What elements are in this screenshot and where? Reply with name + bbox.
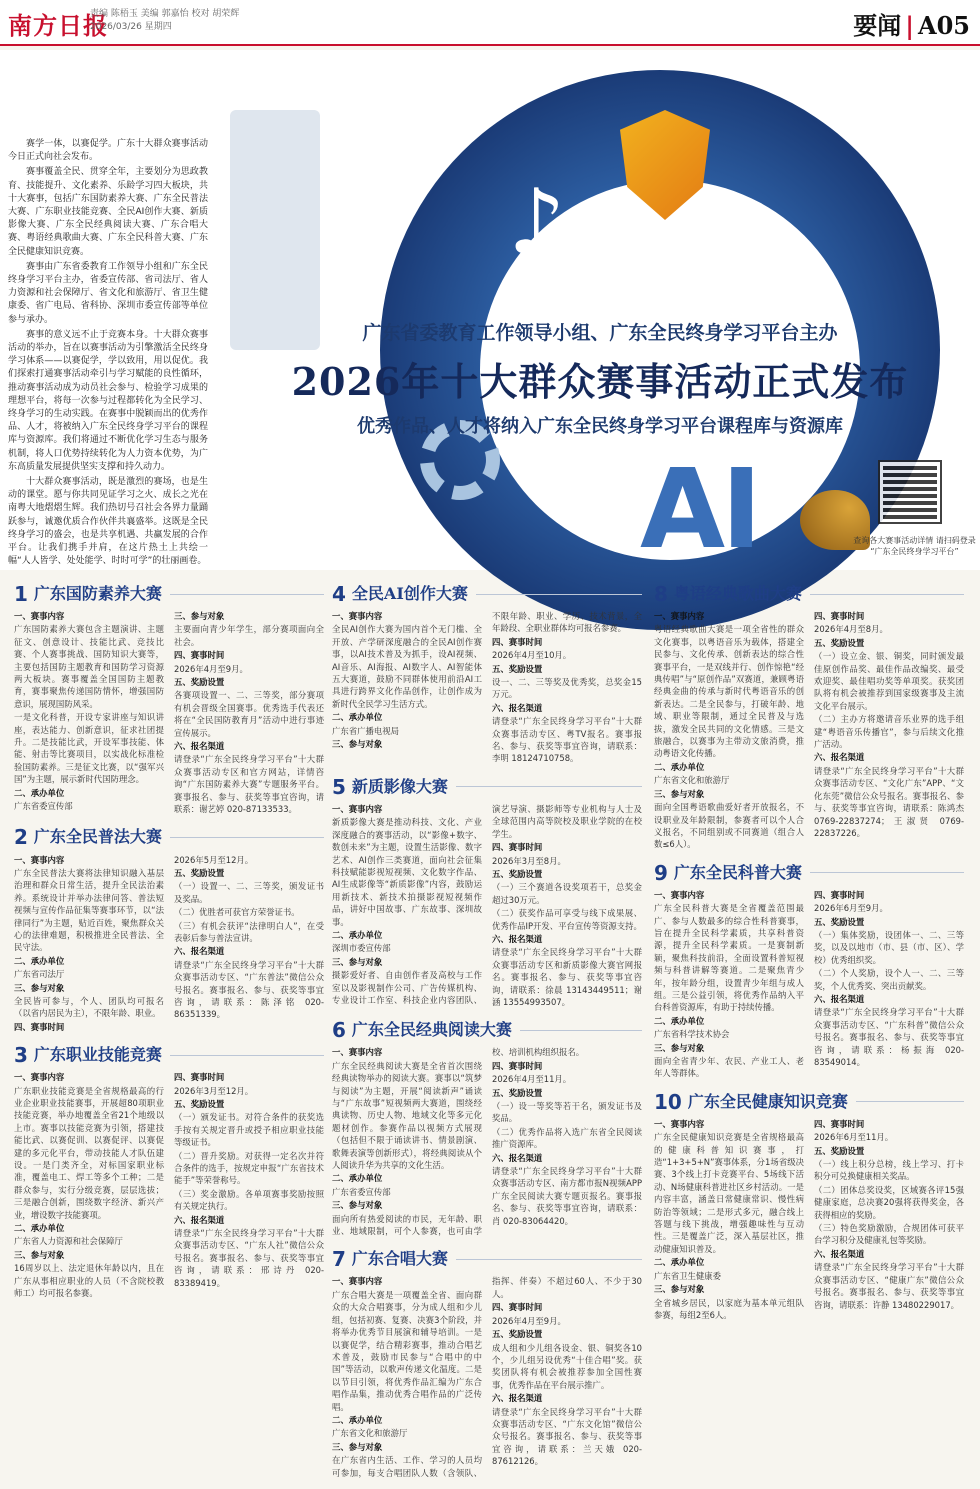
event-paragraph: （一）线上积分总榜，线上学习、打卡积分可兑换健康相关奖品。 (814, 1159, 964, 1182)
event-paragraph: 四、赛事时间 (492, 636, 543, 647)
intro-paragraph: 赛事由广东省委教育工作领导小组和广东全民终身学习平台主办，省委宣传部、省司法厅、省人力资源和社会保障厅、省文化和旅游厅、省卫生健康委、省广电局、省科协、深圳市委宣传部等单位参与承办。 (8, 261, 208, 325)
event-number: 9 (654, 860, 668, 885)
section-name: 要闻 (853, 11, 902, 40)
event-paragraph: （三）奖金激励。各单项赛事奖励按照有关规定执行。 (174, 1188, 324, 1212)
column-right (654, 582, 964, 1331)
title-rule (170, 837, 324, 838)
event-body (332, 610, 642, 765)
column-middle (332, 582, 642, 1489)
headline: 2026年十大群众赛事活动正式发布 (291, 359, 909, 404)
event-paragraph: 三、参与对象 (654, 788, 705, 799)
event-paragraph: 2026年4月至10月。 (492, 650, 572, 661)
event-paragraph: 三、参与对象 (654, 1042, 705, 1053)
event-paragraph: 三、参与对象 (174, 611, 225, 621)
event-title-text: 广东全民健康知识竞赛 (687, 1091, 848, 1111)
event-section-10 (654, 1090, 964, 1322)
event-paragraph: 广东全民普法大赛将法律知识融入基层治理和群众日常生活，提升全民法治素养。系统设计并举办法律问答、普法短视频与宣传作品征集等赛事环节，以“法律同行”为主题，贴近百姓，聚焦群众关心的法律难题，积极推进全民普法、全民守法。 (14, 867, 164, 953)
event-section-6 (332, 1018, 642, 1237)
event-section-8 (654, 582, 964, 851)
event-number: 6 (332, 1018, 346, 1043)
event-paragraph: 六、报名渠道 (814, 1248, 865, 1259)
event-paragraph: 广东职业技能竞赛是全省规格最高的行业企业职业技能赛事，开展超80项职业技能竞赛，举办地覆盖全省21个地级以上市。赛事以技能竞赛为引领，搭建技能比武、以赛促训、以赛促评、以赛促建的多元化平台，带动技能人才队伍建设。一是门类齐全，对标国家职业标准，覆盖电工、焊工等多个工种；二是群众参与，实行分级竞赛，层层选拔；三是融合创新，围绕数字经济、新兴产业，增设数字技能赛项。 (14, 1085, 164, 1220)
ai-graphic-text: AI (640, 445, 759, 573)
event-paragraph: 广东省卫生健康委 (654, 1270, 721, 1281)
event-paragraph: （三）有机会获评“法律明白人”，在受表彰后参与普法宣讲。 (174, 920, 324, 943)
event-paragraph: 一、赛事内容 (14, 1072, 65, 1083)
event-section-7 (332, 1247, 642, 1479)
event-paragraph: 四、赛事时间 (492, 842, 543, 853)
event-paragraph: 一、赛事内容 (14, 854, 65, 865)
event-paragraph: 广东国防素养大赛包含主题演讲、主题征文、创意设计、技能比武、竞技比赛、个人赛事挑战、国防知识大赛等，主要包括国防主题教育和国防学习资源两大板块。赛事覆盖全国国防主题教育，赛事聚焦传递国防情怀，增强国防意识，展现国防风采。 (14, 624, 164, 709)
intro-paragraph: 十大群众赛事活动，既是激烈的赛场，也是生动的课堂。愿与你共同见证学习之火、成长之光在南粤大地熠熠生辉。我们热切号召社会各界力量踊跃参与，诚邀优质合作伙伴共襄盛举。这既是全民终身学习的盛会，也是共享机遇、共赢发展的合作平台。让我们携手并肩，在这片热土上共绘一幅“人人皆学、处处能学、时时可学”的壮丽画卷。 (8, 477, 208, 567)
event-title (14, 582, 324, 606)
event-paragraph: 2026年4月至8月。 (814, 624, 888, 635)
event-paragraph: 六、报名渠道 (814, 993, 865, 1004)
event-paragraph: 六、报名渠道 (174, 741, 225, 752)
event-number: 10 (654, 1089, 682, 1114)
event-paragraph: 六、报名渠道 (174, 1214, 225, 1225)
event-body (332, 803, 642, 1009)
event-paragraph: 广东省文化和旅游厅 (332, 1428, 408, 1439)
event-title (332, 582, 642, 606)
event-paragraph: 二、承办单位 (14, 787, 65, 798)
event-paragraph: 五、奖励设置 (814, 637, 865, 648)
event-paragraph: 面向全省青少年、农民、产业工人、老年人等群体。 (654, 1056, 804, 1079)
event-title (14, 826, 324, 850)
event-paragraph: 五、奖励设置 (492, 1329, 543, 1340)
event-paragraph: 五、奖励设置 (492, 663, 543, 674)
event-paragraph: 请登录“广东全民终身学习平台”十大群众赛事活动专区和新质影像大赛官网报名。赛事报名、参与、获奖等事宜咨询，请联系：徐晨 13143449511；谢涵 13554993507。 (492, 947, 642, 1007)
event-paragraph: 五、奖励设置 (174, 677, 225, 688)
event-paragraph: 16周岁以上、法定退休年龄以内，且在广东从事相应职业的人员（不含院校教师工）均可报名参赛。 (14, 1263, 164, 1299)
event-paragraph: （二）个人奖励，设个人一、二、三等奖，个人优秀奖、突出贡献奖。 (814, 968, 964, 991)
event-title (654, 861, 964, 885)
event-title-text: 广东全民普法大赛 (33, 827, 162, 847)
music-note-icon: ♪ (508, 170, 566, 275)
hero-titles (220, 318, 980, 438)
event-paragraph: 请登录“广东全民终身学习平台”十大群众赛事活动专区、“广东人社”微信公众号报名。赛事报名、参与、获奖等事宜咨询，请联系：邢诗丹 020-83389419。 (174, 1228, 324, 1288)
event-paragraph: 一、赛事内容 (332, 1047, 383, 1058)
event-paragraph: 2026年6月至9月。 (814, 903, 888, 914)
subhead: 优秀作品、人才将纳入广东全民终身学习平台课程库与资源库 (357, 416, 843, 437)
event-paragraph: 六、报名渠道 (174, 946, 225, 957)
event-section-5 (332, 775, 642, 1009)
event-title-text: 粤语经典歌曲大赛 (673, 583, 802, 603)
event-body (654, 1118, 964, 1322)
kicker: 广东省委教育工作领导小组、广东全民终身学习平台主办 (362, 322, 838, 344)
event-paragraph: 全民AI创作大赛为国内首个无门槛、全开放、产学研深度融合的全民AI创作赛事，以AI技术普及为抓手，设AI视频、AI音乐、AI海报、AI数字人、AI智能体五大赛道，鼓励不同群体使用前沿AI工具进行跨界文化作品创作，让创作成为新时代全民学习生活方式。 (332, 624, 482, 709)
event-paragraph: 五、奖励设置 (492, 868, 543, 879)
event-paragraph: 四、赛事时间 (492, 1060, 543, 1071)
event-paragraph: 二、承办单位 (14, 1223, 65, 1234)
event-paragraph: （二）获奖作品可享受与线下成果展、优秀作品IP开发、平台宣传等资源支持。 (492, 908, 642, 931)
title-rule (456, 1259, 642, 1260)
event-paragraph: 三、参与对象 (332, 739, 383, 750)
event-paragraph: 面向全国粤语歌曲爱好者开放报名，不设职业及年龄限制，参赛者可以个人合义报名，不同组别或不同赛道（组合人数≤6人）。 (654, 802, 804, 850)
event-paragraph: （二）优胜者可获官方荣誉证书。 (174, 907, 300, 918)
event-paragraph: 广东省司法厅 (14, 969, 65, 980)
event-paragraph: 全省城乡居民，以家庭为基本单元组队参赛，每组2至6人。 (654, 1297, 804, 1320)
event-section-4 (332, 582, 642, 765)
qr-code-icon[interactable] (880, 462, 940, 522)
event-paragraph: 深圳市委宣传部 (332, 943, 391, 954)
newspaper-logo: 南方日报 (8, 11, 108, 40)
event-paragraph: 五、奖励设置 (814, 1145, 865, 1156)
event-paragraph: 三、参与对象 (14, 1249, 65, 1260)
event-title (332, 1018, 642, 1042)
editor-line: 责编 陈梧玉 美编 郭嘉怡 校对 胡荣辉 (90, 9, 240, 19)
event-title-text: 广东职业技能竞赛 (33, 1044, 162, 1064)
event-paragraph: 2026年4月至9月。 (492, 1315, 566, 1326)
event-paragraph: 广东省文化和旅游厅 (654, 775, 730, 786)
event-paragraph: 六、报名渠道 (492, 702, 543, 713)
event-body (654, 889, 964, 1080)
event-paragraph: （二）优秀作品将入选广东省全民阅读推广资源库。 (492, 1126, 642, 1150)
event-paragraph: 广东合唱大赛是一项覆盖全省、面向群众的大众合唱赛事，分为成人组和少儿组，包括初赛、复赛、决赛3个阶段，并将举办优秀节目展演和辅导培训。一是以赛促学，结合精彩赛事，推动合唱艺术普及，鼓励市民参与“合唱中的中国”等活动，以歌声传递文化温度。二是以节目引领，将优秀作品汇编为广东合唱作品集，推动优秀合唱作品的广泛传唱。 (332, 1289, 482, 1412)
event-paragraph: 在广东省内生活、工作、学习的人员均可参加，每支合唱团队人数（含领队、指挥、伴奏）不超过60人、不少于30人。 (332, 1276, 642, 1478)
event-paragraph: 六、报名渠道 (492, 933, 543, 944)
event-paragraph: 请登录“广东全民终身学习平台”十大群众赛事活动专区、南方都市报N视频APP广东全民阅读大赛专题页报名。赛事报名、参与、获奖等事宜咨询，请联系：肖 020-83064420。 (492, 1166, 642, 1226)
event-paragraph: 五、奖励设置 (814, 916, 865, 927)
event-paragraph: 四、赛事时间 (814, 1118, 865, 1129)
event-title-text: 广东全民经典阅读大赛 (351, 1020, 512, 1040)
event-paragraph: 二、承办单位 (654, 1015, 705, 1026)
masthead (0, 0, 980, 46)
event-paragraph: 不限年龄、职业、学历、技术背景，全年龄段、全职业群体均可报名参赛。 (492, 611, 642, 634)
event-section-3 (14, 1043, 324, 1299)
event-paragraph: 五、奖励设置 (492, 1087, 543, 1098)
event-paragraph: （一）设置一、二、三等奖，颁发证书及奖品。 (174, 881, 324, 904)
event-paragraph: 面向所有热爱阅读的市民，无年龄、职业、地域限制，可个人参赛，也可由学校、培训机构组织报名。 (332, 1047, 585, 1237)
event-number: 4 (332, 581, 346, 606)
qr-caption: 查询各大赛事活动详情 请扫码登录 “广东全民终身学习平台” (853, 536, 976, 556)
event-body (14, 854, 324, 1034)
title-rule (476, 594, 642, 595)
event-paragraph: 四、赛事时间 (14, 1021, 65, 1032)
event-number: 1 (14, 581, 28, 606)
event-section-9 (654, 861, 964, 1080)
event-paragraph: 二、承办单位 (332, 712, 383, 723)
event-paragraph: 请登录“广东全民终身学习平台”十大群众赛事活动专区、“健康广东”微信公众号报名。赛事报名、参与、获奖等事宜咨询，请联系：许静 13480229017。 (814, 1262, 964, 1310)
title-rule (170, 1055, 324, 1056)
event-title (654, 1090, 964, 1114)
event-paragraph: （一）三个赛道各设奖项若干，总奖金超过30万元。 (492, 882, 642, 905)
event-paragraph: 广东省委宣传部 (14, 801, 73, 812)
event-paragraph: 请登录“广东全民终身学习平台”十大群众赛事活动专区、粤TV报名。赛事报名、参与、获奖等事宜咨询，请联系：李明 18124710758。 (492, 716, 642, 764)
event-paragraph: 2026年3月至8月。 (492, 855, 566, 866)
title-rule (520, 1030, 642, 1031)
event-paragraph: 四、赛事时间 (814, 611, 865, 621)
event-title (14, 1043, 324, 1067)
event-paragraph: 二、承办单位 (332, 1414, 383, 1425)
title-rule (810, 594, 964, 595)
event-body (14, 610, 324, 816)
event-paragraph: 三、参与对象 (654, 1284, 705, 1295)
page-number: A05 (917, 11, 970, 40)
event-paragraph: 二、承办单位 (654, 1257, 705, 1268)
event-paragraph: 四、赛事时间 (174, 1072, 225, 1083)
event-paragraph: 设一、二、三等奖及优秀奖，总奖金15万元。 (492, 677, 642, 700)
event-paragraph: 一、赛事内容 (654, 611, 705, 621)
event-paragraph: 2026年5月至12月。 (174, 854, 254, 865)
date-line: 2026/03/26 星期四 (90, 22, 172, 32)
event-paragraph: （一）设一等奖等若干名，颁发证书及奖品。 (492, 1101, 642, 1124)
event-paragraph: 二、承办单位 (14, 955, 65, 966)
event-title-text: 广东合唱大赛 (351, 1249, 448, 1269)
event-paragraph: 主要面向青少年学生，部分赛项面向全社会。 (174, 624, 324, 647)
event-paragraph: 一、赛事内容 (654, 1118, 705, 1129)
event-paragraph: （二）主办方将邀请音乐业界的选手组建“粤语音乐传播官”，参与后续文化推广活动。 (814, 714, 964, 750)
event-paragraph: 2026年4月至9月。 (174, 663, 248, 674)
event-number: 3 (14, 1042, 28, 1067)
title-rule (170, 594, 324, 595)
event-body (332, 1046, 642, 1237)
event-paragraph: 请登录“广东全民终身学习平台”十大群众赛事活动专区、“广东普法”微信公众号报名。赛事报名、参与、获奖等事宜咨询，请联系：陈泽铭 020-86351339。 (174, 959, 324, 1020)
title-rule (456, 786, 642, 787)
event-paragraph: 二、承办单位 (654, 761, 705, 772)
event-paragraph: 二、承办单位 (332, 929, 383, 940)
event-paragraph: 2026年3月至12月。 (174, 1085, 254, 1096)
event-paragraph: （一）集体奖励，设团体一、二、三等奖，以及以地市（市、县（市、区）、学校）优秀组织奖。 (814, 929, 964, 965)
event-body (654, 610, 964, 851)
event-paragraph: 一、赛事内容 (332, 611, 383, 621)
intro-paragraph: 赛事覆盖全民、贯穿全年，主要划分为思政教育、技能提升、文化素养、乐龄学习四大板块，共十大赛事，包括广东国防素养大赛、广东全民普法大赛、广东职业技能竞赛、全民AI创作大赛、新质影像大赛、广东全民经典阅读大赛、广东合唱大赛、粤语经典歌曲大赛、广东全民科普大赛、广东全民健康知识竞赛。 (8, 167, 208, 257)
event-paragraph: 广东全民健康知识竞赛是全省规格最高的健康科普知识赛事，打造“1+3+5+N”赛事体系，分1场省级决赛、3个线上打卡竞赛平台、5场线下活动、N场健康科普进社区乡村活动。一是内容丰富，涵盖日常健康常识、慢性病防治等领域；二是形式多元，融合线上答题与线下挑战，增强趣味性与互动性。三是覆盖广泛，深入基层社区，推动健康知识普及。 (654, 1132, 804, 1254)
event-title (332, 1247, 642, 1271)
event-section-1 (14, 582, 324, 816)
event-paragraph: 一、赛事内容 (654, 889, 705, 900)
event-paragraph: 各赛项设置一、二、三等奖，部分赛项有机会晋级全国赛事。优秀选手代表还将在“全民国防教育月”活动中进行事迹宣传展示。 (174, 690, 324, 738)
event-paragraph: 粤语经典歌曲大赛是一项全省性的群众文化赛事，以粤语音乐为载体，搭建全民参与、文化传承、创新表达的综合性赛事平台，一是双线并行、创作惊艳“经典传唱”与“原创作品”双赛道，兼顾粤语经典金曲的传承与新时代粤语音乐的创新表达。二是全民参与，打破年龄、地域、职业等限制，通过全民普及与选拔，激发全民共同的文化情感。三是文旅融合，以赛事为主带动文旅消费，推动粤语文化传播。 (654, 624, 804, 759)
event-paragraph: 一是文化科普，开设专家讲座与知识讲座，表达能力、创新意识，征求社团提升。二是技能比武，开设军事技能、体能、射击等比赛项目，以实战化标准检验国防素养。三是征文比赛，以“强军兴国”为主题，展示新时代国防理念。 (14, 712, 164, 785)
event-paragraph: （三）特色奖励激励，合规团体可获平台学习积分及健康礼包等奖励。 (814, 1223, 964, 1246)
event-paragraph: 广东全民经典阅读大赛是全省首次围绕经典读物举办的阅读大赛。赛事以“筑梦与阅读”为主题，开展“阅读新声”诵读与“广东故事”短视频两大赛道，围绕经典读物、历史人物、地域文化等多元化题材创作。参赛作品以视频方式展现（包括但不限于诵读讲书、情景剧演、歌舞表演等创新形式），将经典阅读从个人阅读升华为共享的文化生活。 (332, 1060, 482, 1171)
event-title-text: 全民AI创作大赛 (351, 583, 468, 603)
event-paragraph: 三、参与对象 (332, 1200, 383, 1211)
event-paragraph: （一）设立金、银、铜奖，同时颁发最佳原创作品奖、最佳作品改编奖、最受欢迎奖、最佳唱功奖等单项奖。获奖团队将有机会被推荐到国家级赛事及主流文化平台展示。 (814, 651, 964, 711)
event-paragraph: （二）团体总奖设奖，区域赛各评15强健康家庭，总决赛20强将获得奖金，各获得相应的奖励。 (814, 1184, 964, 1220)
event-paragraph: （一）颁发证书。对符合条件的获奖选手按有关规定晋升或授予相应职业技能等级证书。 (174, 1112, 324, 1148)
event-paragraph: 广东省科学技术协会 (654, 1029, 730, 1040)
event-paragraph: 六、报名渠道 (492, 1393, 543, 1404)
event-paragraph: 三、参与对象 (14, 982, 65, 993)
event-title (654, 582, 964, 606)
event-paragraph: （二）晋升奖励。对获得一定名次并符合条件的选手，按规定申报“广东省技术能手”等荣誉称号。 (174, 1150, 324, 1186)
event-paragraph: 请登录“广东全民终身学习平台”十大群众赛事活动专区、“文化广东”APP、“文化东莞”微信公众号报名。赛事报名、参与、获奖等事宜咨询，请联系：陈鸿杰 0769-22837274；王淑贤 0769-22837226。 (814, 765, 964, 838)
event-number: 7 (332, 1247, 346, 1272)
intro-paragraph: 赛学一体，以赛促学。广东十大群众赛事活动今日正式向社会发布。 (8, 139, 208, 163)
event-paragraph: 请登录“广东全民终身学习平台”十大群众赛事活动专区、“广东文化馆”微信公众号报名。赛事报名、参与、获奖等事宜咨询，请联系：兰天娥 020-87612126。 (492, 1406, 642, 1467)
event-number: 8 (654, 581, 668, 606)
event-body (14, 1071, 324, 1299)
intro-paragraph: 赛事的意义远不止于竞赛本身。十大群众赛事活动的举办，旨在以赛事活动为引擎激活全民终身学习体系——以赛促学，学以致用，用以促优。我们探索打通赛事活动牵引与学习赋能的良性循环，推动赛事活动成为动员社会参与、检验学习成果的理想平台，将每一次参与过程都转化为全民学习、终身学习的生动实践。在赛事中脱颖而出的优秀作品、人才，将被纳入广东全民终身学习平台的课程库与资源库。我们将通过不断优化学习生态与服务机制，将人口优势持续转化为人力资本优势，为广东高质量发展提供坚实支撑和持久动力。 (8, 329, 208, 472)
event-paragraph: 三、参与对象 (332, 956, 383, 967)
column-left (14, 582, 324, 1310)
event-paragraph: 广东省人力资源和社会保障厅 (14, 1236, 123, 1247)
event-paragraph: 六、报名渠道 (492, 1152, 543, 1163)
hero-banner (0, 50, 980, 573)
event-paragraph: 二、承办单位 (332, 1173, 383, 1184)
event-title-text: 广东国防素养大赛 (33, 583, 162, 603)
event-paragraph: 2026年4月至11月。 (492, 1074, 572, 1085)
page-meta (90, 8, 239, 34)
event-title-text: 广东全民科普大赛 (673, 862, 802, 882)
event-title-text: 新质影像大赛 (351, 776, 448, 796)
event-paragraph: 新质影像大赛是推动科技、文化、产业深度融合的赛事活动，以“影像+数字、数创未来”为主题，设置生活影像、数字艺术、AI创作三类赛道，面向社会征集科技赋能影视短视频、文化数字作品、AI生成影像等“新质影像”内容，鼓励运用新技术、新技术拍摄影视短视频作品，讲好中国故事、广东故事、深圳故事。 (332, 817, 482, 927)
event-paragraph: 广东省委宣传部 (332, 1186, 391, 1197)
event-body (332, 1275, 642, 1479)
intro-article (8, 138, 208, 571)
event-paragraph: 五、奖励设置 (174, 867, 225, 878)
event-paragraph: 六、报名渠道 (814, 752, 865, 763)
event-number: 2 (14, 825, 28, 850)
event-paragraph: 广东全民科普大赛是全省覆盖范围最广、参与人数最多的综合性科普赛事，旨在提升全民科学素质，共享科普资源，提升全民科学素质。一是赛制新颖，聚焦科技前沿，全面设置科普短视频与科普讲解等赛道。二是聚焦青少年，按年龄分组，设置青少年组与成人组。三是公益引领，将优秀作品纳入平台科普资源库，有助于持续传播。 (654, 903, 804, 1013)
event-paragraph: 四、赛事时间 (814, 889, 865, 900)
event-paragraph: 四、赛事时间 (174, 650, 225, 661)
event-paragraph: 请登录“广东全民终身学习平台”十大群众赛事活动专区、“广东科普”微信公众号报名。赛事报名、参与、获奖等事宜咨询，请联系：杨振海 020-83549014。 (814, 1007, 964, 1067)
title-rule (810, 872, 964, 873)
event-number: 5 (332, 774, 346, 799)
event-paragraph: 三、参与对象 (332, 1441, 383, 1452)
event-paragraph: 广东省广播电视局 (332, 725, 399, 736)
event-paragraph: 一、赛事内容 (332, 803, 383, 814)
event-paragraph: 五、奖励设置 (174, 1099, 225, 1109)
event-paragraph: 摄影爱好者、自由创作者及高校与工作室以及影视制作公司、广告传媒机构、专业设计工作室、科技企业内容团队、演艺导演、摄影师等专业机构与人士及全球范围内高等院校及职业学院的在校学生。 (332, 803, 642, 1005)
event-paragraph: 成人组和少儿组各设金、银、铜奖各10个，少儿组另设优秀“十佳合唱”奖。获奖团队将有机会被推荐参加全国性赛事，优秀作品在平台展示推广。 (492, 1342, 642, 1390)
event-paragraph: 请登录“广东全民终身学习平台”十大群众赛事活动专区和官方网站，详情咨询“广东国防素养大赛”专题服务平台。赛事报名、参与、获奖等事宜咨询，请联系：谢艺婷 020-87133533。 (174, 754, 324, 815)
event-section-2 (14, 826, 324, 1034)
event-paragraph: 全民皆可参与，个人、团队均可报名（以省内居民为主），不限年龄、职业。 (14, 995, 164, 1019)
title-rule (856, 1101, 964, 1102)
event-paragraph: 一、赛事内容 (332, 1276, 383, 1287)
event-paragraph: 一、赛事内容 (14, 611, 65, 621)
event-paragraph: 2026年6月至11月。 (814, 1132, 894, 1143)
event-title (332, 775, 642, 799)
numeral-one-graphic (230, 110, 320, 350)
section-label: 要闻 | A05 (853, 11, 970, 40)
event-paragraph: 四、赛事时间 (492, 1302, 543, 1313)
